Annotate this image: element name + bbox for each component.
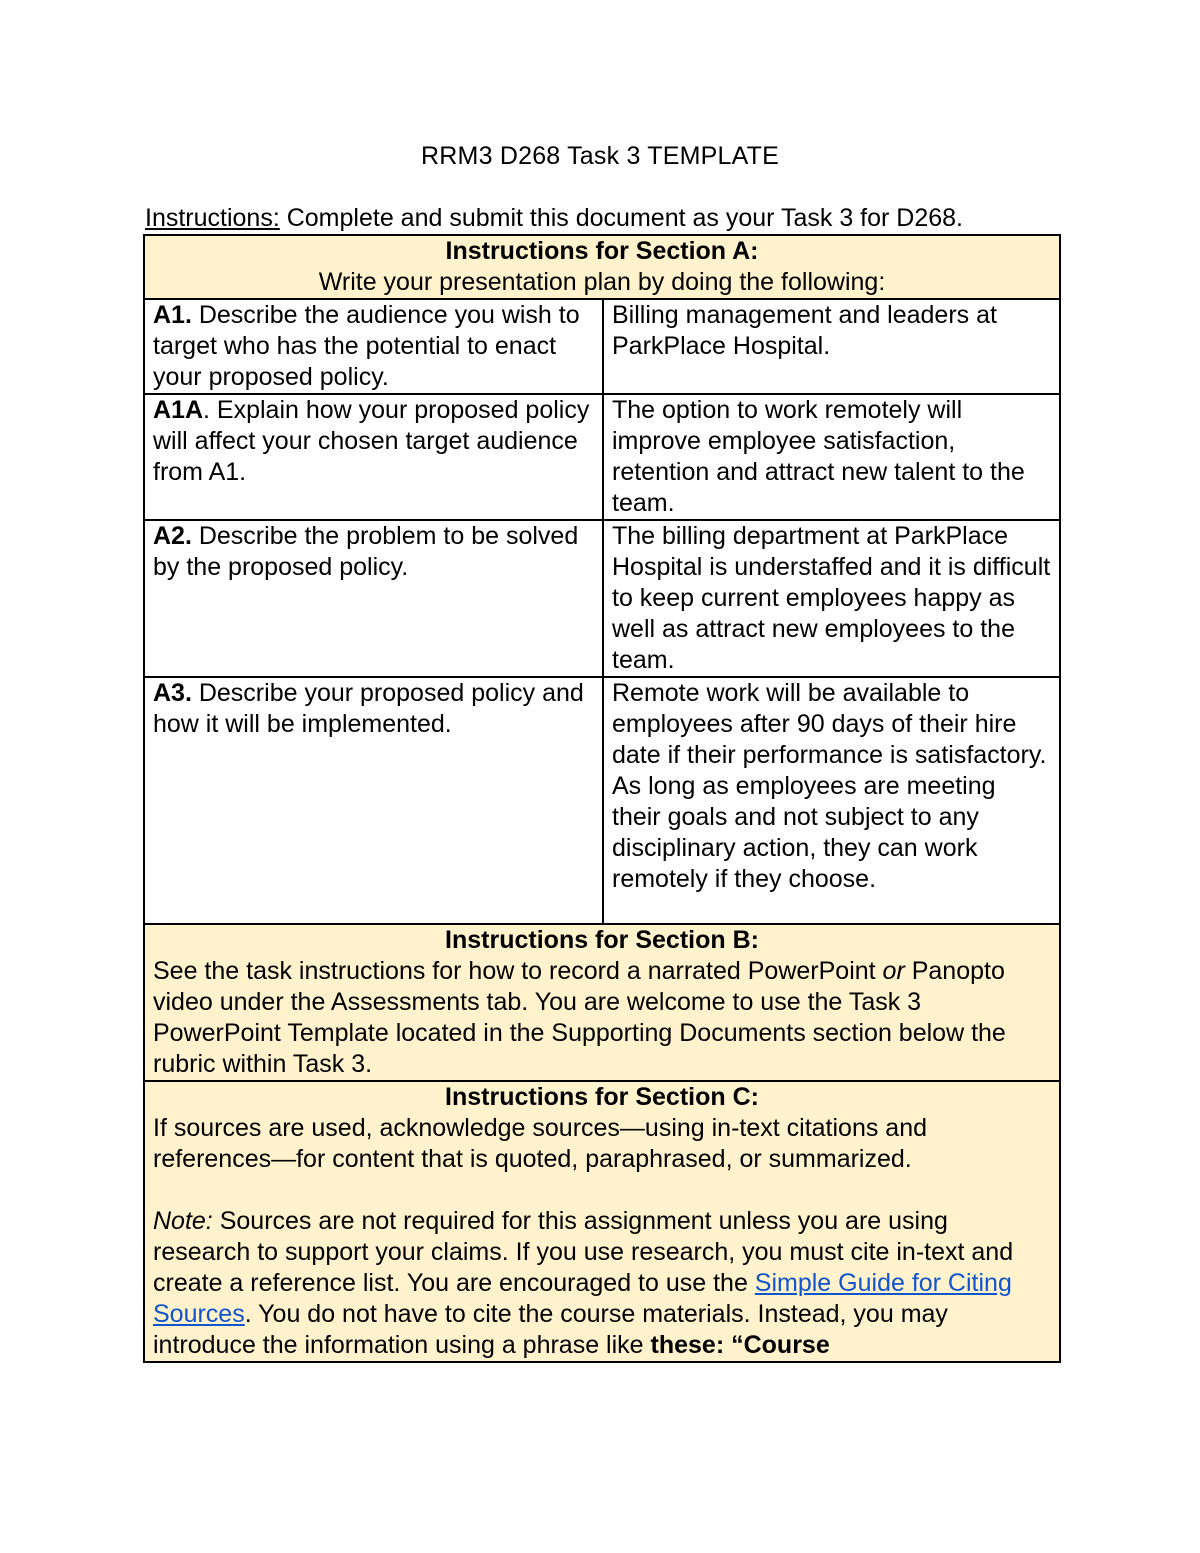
answer-cell-a1[interactable]: Billing management and leaders at ParkPlace Hospital. [603, 299, 1060, 394]
section-c-note-text-2: . You do not have to cite the course materials. Instead, you may introduce the information using a phrase like [153, 1300, 948, 1359]
section-b-cell [144, 924, 1060, 1081]
question-label: A2. [153, 522, 192, 550]
section-a-subheading: Write your presentation plan by doing the following: [318, 268, 886, 296]
answer-cell-a1a[interactable]: The option to work remotely will improve employee satisfaction, retention and attract new talent to the team. [603, 394, 1060, 520]
question-cell-a1 [144, 299, 603, 394]
answer-cell-a2[interactable]: The billing department at ParkPlace Hospital is understaffed and it is difficult to keep current employees happy as well as attract new employees to the team. [603, 520, 1060, 677]
table-row [144, 520, 1060, 677]
question-text: Describe the audience you wish to target who has the potential to enact your proposed policy. [153, 301, 580, 391]
section-b-or: or [882, 957, 905, 985]
page-title: RRM3 D268 Task 3 TEMPLATE [421, 142, 779, 170]
instructions-text: Complete and submit this document as your Task 3 for D268. [279, 204, 963, 232]
section-c-note-bold: these [650, 1331, 716, 1359]
section-c-note-text-1: Sources are not required for this assignment unless you are using research to support your claims. If you use research, you must cite in-text and create a reference list. You are encouraged to use the [153, 1207, 1014, 1297]
question-text: . Explain how your proposed policy will affect your chosen target audience from A1. [153, 396, 590, 486]
section-c-cell [144, 1081, 1060, 1362]
section-c-note-label: Note: [153, 1207, 213, 1235]
section-a-heading: Instructions for Section A: [445, 237, 759, 265]
question-cell-a2 [144, 520, 603, 677]
question-text: Describe your proposed policy and how it will be implemented. [153, 679, 584, 738]
question-label: A1. [153, 301, 192, 329]
simple-guide-link[interactable]: Simple Guide for Citing Sources [153, 1269, 1012, 1328]
section-b-text-1: See the task instructions for how to record a narrated PowerPoint [153, 957, 883, 985]
answer-cell-a3[interactable]: Remote work will be available to employees after 90 days of their hire date if their performance is satisfactory. As long as employees are meeting their goals and not subject to any disciplinary action, they can work remotely if they choose. [603, 677, 1060, 924]
question-cell-a3 [144, 677, 603, 924]
question-text: Describe the problem to be solved by the proposed policy. [153, 522, 579, 581]
question-cell-a1a [144, 394, 603, 520]
section-a-header [144, 235, 1060, 299]
question-label: A3. [153, 679, 192, 707]
table-row [144, 299, 1060, 394]
section-b-text-2: Panopto video under the Assessments tab. You are welcome to use the Task 3 PowerPoint Template located in the Supporting Documents section below the rubric within Task 3. [153, 957, 1006, 1078]
table-row [144, 677, 1060, 924]
section-c-paragraph: If sources are used, acknowledge sources—using in-text citations and references—for content that is quoted, paraphrased, or summarized. [153, 1114, 928, 1173]
task-template-table [143, 234, 1061, 1363]
instructions-lead: Instructions: [145, 204, 280, 232]
section-b-heading: Instructions for Section B: [445, 926, 759, 954]
section-c-heading: Instructions for Section C: [445, 1083, 759, 1111]
table-row [144, 394, 1060, 520]
section-c-note-text-3: : “Course [715, 1331, 830, 1359]
question-label: A1A [153, 396, 204, 424]
document-instructions [145, 203, 963, 233]
